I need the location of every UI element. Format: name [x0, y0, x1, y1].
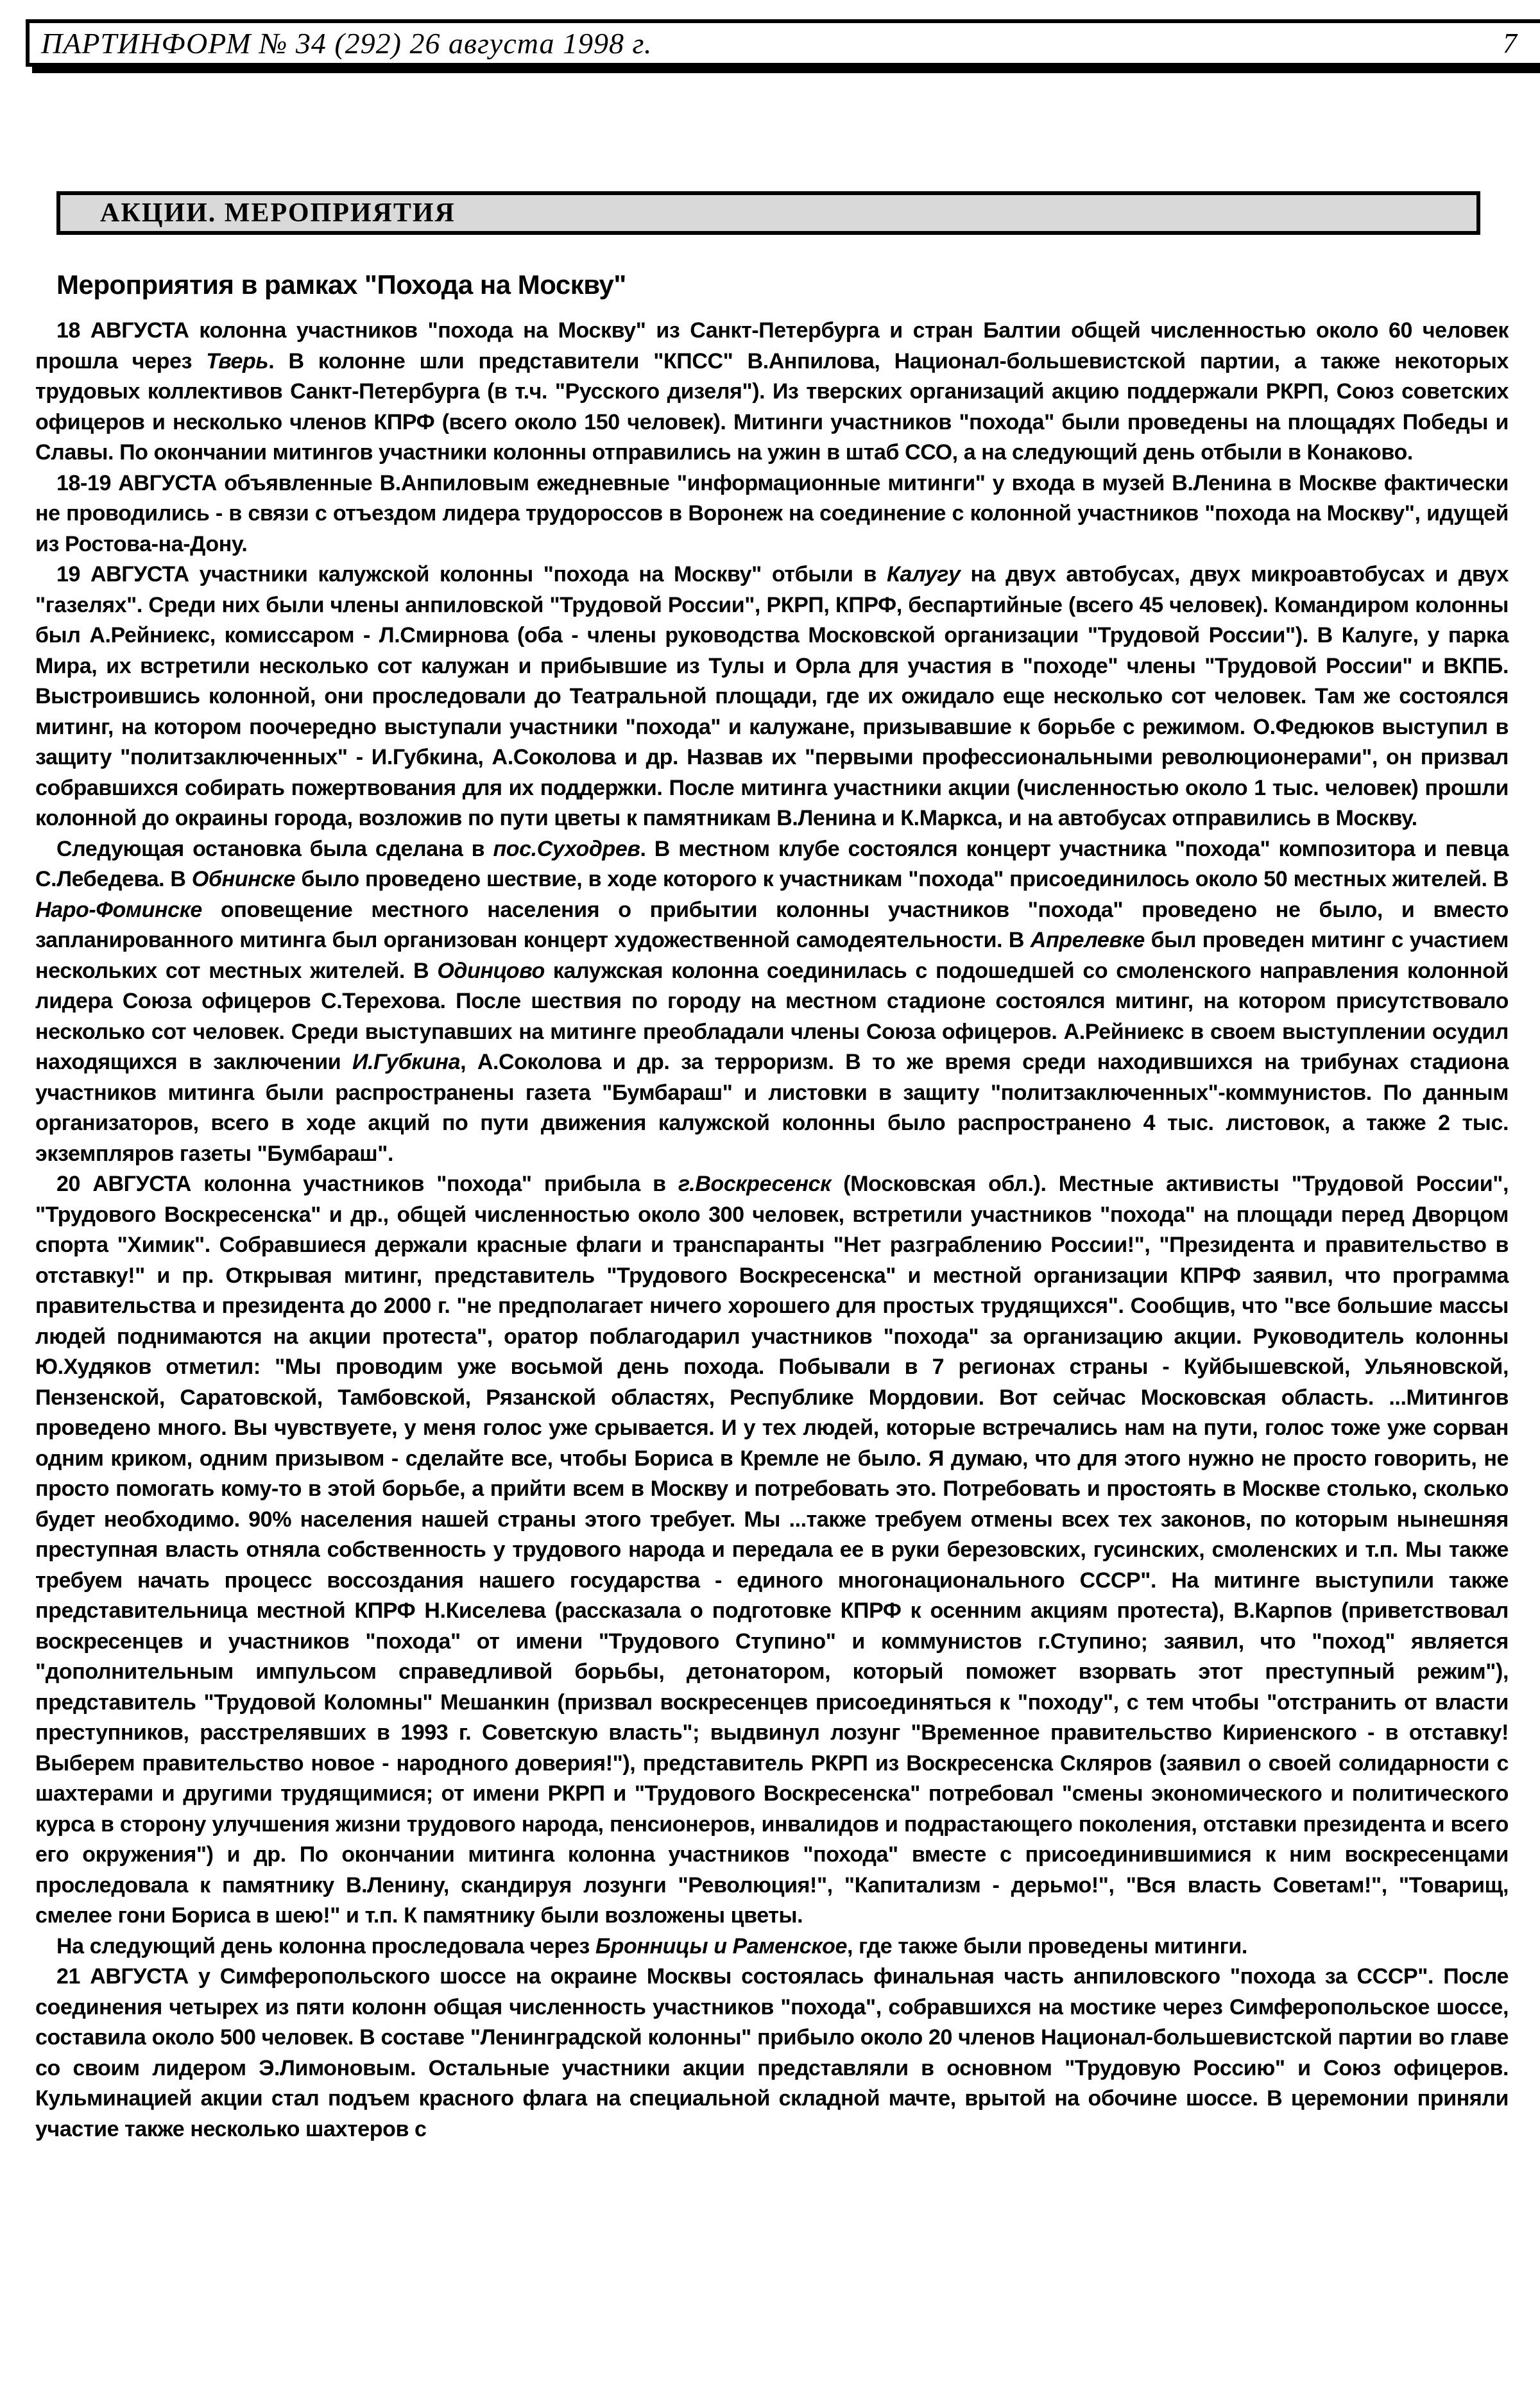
italic-run: Наро-Фоминске [35, 897, 202, 922]
text-run: 20 АВГУСТА колонна участников "похода" прибыла в [56, 1172, 678, 1196]
text-run: был проведен митинг с участием нескольких сот местных жителей. В [35, 928, 1509, 983]
article-body [35, 316, 1509, 2145]
paragraph [35, 1169, 1509, 1932]
italic-run: Тверь [206, 348, 269, 373]
text-run: (Московская обл.). Местные активисты "Трудовой России", "Трудового Воскресенска" и др., общей численностью около 300 человек, встретили участников "похода" на площади перед Дворцом спорта "Химик". Собравшиеся держали красные флаги и транспаранты "Нет разграблению России!", "Президента и правительство в отставку!" и пр. Открывая митинг, представитель "Трудового Воскресенска" и местной организации КПРФ заявил, что программа правительства и президента до 2000 г. "не предполагает ничего хорошего для простых трудящихся". Сообщив, что "все большие массы людей поднимаются на акции протеста", оратор поблагодарил участников "похода" за организацию акции. Руководитель колонны Ю.Худяков отметил: "Мы проводим уже восьмой день похода. Побывали в 7 регионах страны - Куйбышевской, Ульяновской, Пензенской, Саратовской, Тамбовской, Рязанской областях, Республике Мордовии. Вот сейчас Московская область. ...Митингов проведено много. Вы чувствуете, у меня голос уже срывается. И у тех людей, которые встречались нам на пути, голос тоже уже сорван одним криком, одним призывом - сделайте все, чтобы Бориса в Кремле не было. Я думаю, что для этого нужно не просто говорить, не просто помогать кому-то в этой борьбе, а прийти всем в Москву и потребовать это. Потребовать и простоять в Москве столько, сколько будет необходимо. 90% населения нашей страны этого требует. Мы ...также требуем отмены всех тех законов, по которым нынешняя преступная власть отняла собственность у трудового народа и передала ее в руки березовских, гусинских, смоленских и т.п. Мы также требуем начать процесс воссоздания нашего государства - единого многонационального СССР". На митинге выступили также представительница местной КПРФ Н.Киселева (рассказала о подготовке КПРФ к осенним акциям протеста), В.Карпов (приветствовал воскресенцев и участников "похода" от имени "Трудового Ступино" и коммунистов г.Ступино; заявил, что "поход" является "дополнительным импульсом справедливой борьбы, детонатором, который поможет взорвать этот преступный режим"), представитель "Трудовой Коломны" Мешанкин (призвал воскресенцев присоединяться к "походу", с тем чтобы "отстранить от власти преступников, расстрелявших в 1993 г. Советскую власть"; выдвинул лозунг "Временное правительство Кириенского - в отставку! Выберем правительство новое - народного доверия!"), представитель РКРП из Воскресенска Скляров (заявил о своей солидарности с шахтерами и другими трудящимися; от имени РКРП и "Трудового Воскресенска" потребовал "смены экономического и политического курса в сторону улучшения жизни трудового народа, пенсионеров, инвалидов и подрастающего поколения, отставки президента и всего его окружения") и др. По окончании митинга колонна участников "похода" вместе с присоединившимися к ним воскресенцами проследовала к памятнику В.Ленину, скандируя лозунги "Революция!", "Капитализм - дерьмо!", "Вся власть Советам!", "Товарищ, смелее гони Бориса в шею!" и т.п. К памятнику были возложены цветы. [35, 1172, 1509, 1928]
text-run: оповещение местного населения о прибытии колонны участников "похода" проведено не было, и вместо запланированного митинга был организован концерт художественной самодеятельности. В [35, 897, 1509, 952]
paragraph [35, 1932, 1509, 1962]
text-run: 19 АВГУСТА участники калужской колонны "похода на Москву" отбыли в [56, 562, 887, 587]
article-title: Мероприятия в рамках "Похода на Москву" [56, 270, 626, 300]
page-number: 7 [1503, 27, 1517, 59]
paragraph [35, 834, 1509, 1170]
paragraph [35, 1962, 1509, 2145]
italic-run: пос.Суходрев [493, 836, 640, 861]
text-run: 21 АВГУСТА у Симферопольского шоссе на окраине Москвы состоялась финальная часть анпиловского "похода за СССР". После соединения четырех из пяти колонн общая численность участников "похода", собравшихся на мостике через Симферопольское шоссе, составила около 500 человек. В составе "Ленинградской колонны" прибыло около 20 членов Национал-большевистской партии во главе со своим лидером Э.Лимоновым. Остальные участники акции представляли в основном "Трудовую Россию" и Союз офицеров. Кульминацией акции стал подъем красного флага на специальной складной мачте, врытой на обочине шоссе. В церемонии приняли участие также несколько шахтеров с [35, 1964, 1509, 2141]
text-run: На следующий день колонна проследовала через [56, 1933, 595, 1958]
text-run: . В колонне шли представители "КПСС" В.Анпилова, Национал-большевистской партии, а также некоторых трудовых коллективов Санкт-Петербурга (в т.ч. "Русского дизеля"). Из тверских организаций акцию поддержали РКРП, Союз советских офицеров и несколько членов КПРФ (всего около 150 человек). Митинги участников "похода" были проведены на площадях Победы и Славы. По окончании митингов участники колонны отправились на ужин в штаб ССО, а на следующий день отбыли в Конаково. [35, 348, 1509, 465]
text-run: 18-19 АВГУСТА объявленные В.Анпиловым ежедневные "информационные митинги" у входа в музей В.Ленина в Москве фактически не проводились - в связи с отъездом лидера трудороссов в Воронеж на соединение с колонной участников "похода на Москву", идущей из Ростова-на-Дону. [35, 470, 1509, 556]
section-title: АКЦИИ. МЕРОПРИЯТИЯ [100, 198, 456, 228]
section-header-bar [56, 191, 1480, 235]
italic-run: Обнинске [191, 867, 296, 891]
italic-run: г.Воскресенск [678, 1172, 831, 1196]
text-run: Следующая остановка была сделана в [56, 836, 493, 861]
text-run: . В местном клубе состоялся концерт участника "похода" композитора и певца С.Лебедева. В [35, 836, 1509, 891]
text-run: , А.Соколова и др. за терроризм. В то же время среди находившихся на трибунах стадиона участников митинга были распространены газета "Бумбараш" и листовки в защиту "политзаключенных"-коммунистов. По данным организаторов, всего в ходе акций по пути движения калужской колонны было распространено 4 тыс. листовок, а также 2 тыс. экземпляров газеты "Бумбараш". [35, 1050, 1509, 1166]
paragraph [35, 316, 1509, 468]
italic-run: И.Губкина [352, 1050, 461, 1074]
text-run: , где также были проведены митинги. [847, 1933, 1247, 1958]
text-run: калужская колонна соединилась с подошедшей со смоленского направления колонной лидера Союза офицеров С.Терехова. После шествия по городу на местном стадионе состоялся митинг, на котором присутствовало несколько сот человек. Среди выступавших на митинге преобладали члены Союза офицеров. А.Рейниекс в своем выступлении осудил находящихся в заключении [35, 958, 1509, 1074]
masthead-title: ПАРТИНФОРМ № 34 (292) 26 августа 1998 г. [41, 26, 653, 60]
text-run: было проведено шествие, в ходе которого к участникам "похода" присоединилось около 50 местных жителей. В [295, 867, 1509, 891]
italic-run: Калугу [887, 562, 961, 587]
paragraph [35, 468, 1509, 560]
text-run: 18 АВГУСТА колонна участников "похода на Москву" из Санкт-Петербурга и стран Балтии общей численностью около 60 человек прошла через [35, 318, 1509, 373]
italic-run: Бронницы и Раменское [595, 1933, 848, 1958]
italic-run: Одинцово [437, 958, 545, 983]
masthead-box [26, 19, 1540, 67]
paragraph [35, 560, 1509, 834]
text-run: на двух автобусах, двух микроавтобусах и двух "газелях". Среди них были члены анпиловской "Трудовой России", РКРП, КПРФ, беспартийные (всего 45 человек). Командиром колонны был А.Рейниекс, комиссаром - Л.Смирнова (оба - члены руководства Московской организации "Трудовой России"). В Калуге, у парка Мира, их встретили несколько сот калужан и прибывшие из Тулы и Орла для участия в "походе" члены "Трудовой России" и ВКПБ. Выстроившись колонной, они проследовали до Театральной площади, где их ожидало еще несколько сот человек. Там же состоялся митинг, на котором поочередно выступали участники "похода" и калужане, призывавшие к борьбе с режимом. О.Федюков выступил в защиту "политзаключенных" - И.Губкина, А.Соколова и др. Назвав их "первыми профессиональными революционерами", он призвал собравшихся собирать пожертвования для их поддержки. После митинга участники акции (численностью около 1 тыс. человек) прошли колонной до окраины города, возложив по пути цветы к памятникам В.Ленина и К.Маркса, и на автобусах отправились в Москву. [35, 562, 1509, 830]
italic-run: Апрелевке [1030, 928, 1145, 952]
